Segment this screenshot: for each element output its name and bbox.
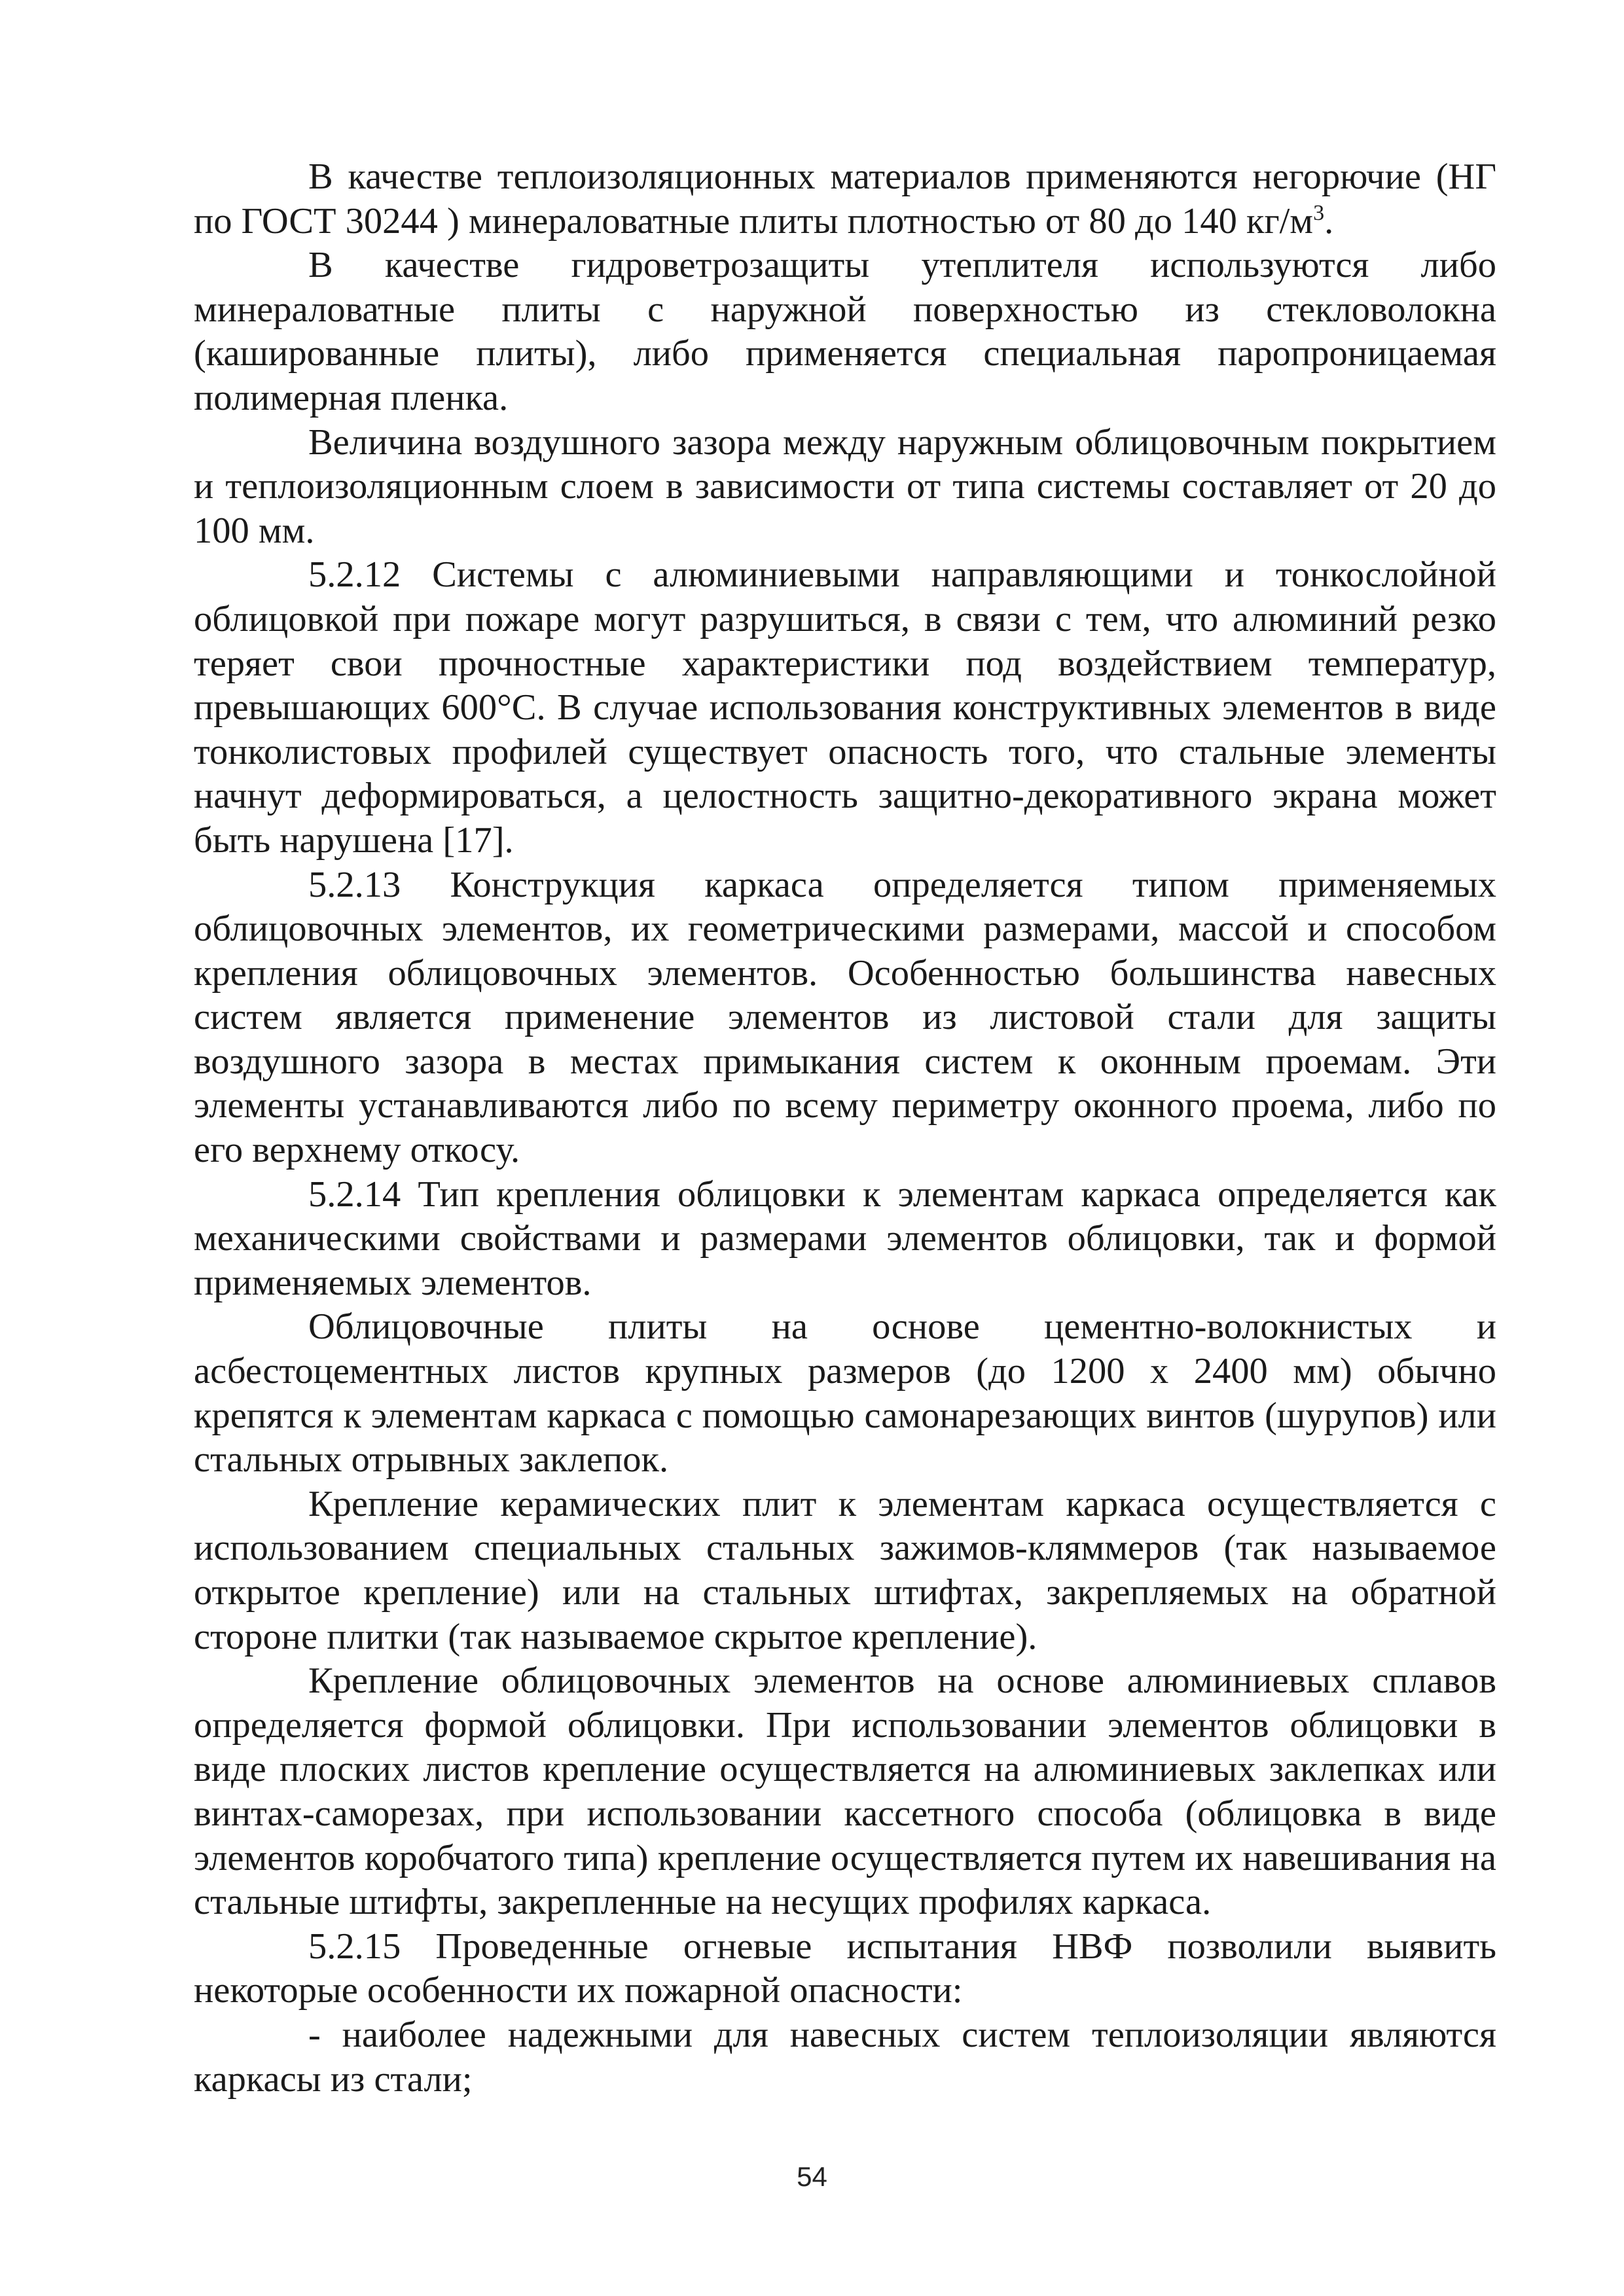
- paragraph-5-2-13: 5.2.13 Конструкция каркаса определяется типом применяемых облицовочных элементов, их геометрическими размерами, массой и способом крепления облицовочных элементов. Особенностью большинства навесных систем является применение элементов из листовой стали для защиты воздушного зазора в местах примыкания систем к оконным проемам. Эти элементы устанавливаются либо по всему периметру оконного проема, либо по его верхнему откосу.: [194, 864, 1496, 1171]
- paragraph-5-2-15: 5.2.15 Проведенные огневые испытания НВФ позволили выявить некоторые особенности их пожарной опасности:: [194, 1926, 1496, 2011]
- paragraph-insulation-materials: [194, 155, 1496, 243]
- page-number: 54: [797, 2161, 827, 2192]
- page-body: [194, 155, 1496, 2102]
- paragraph-5-2-14: 5.2.14 Тип крепления облицовки к элементам каркаса определяется как механическими свойствами и размерами элементов облицовки, так и формой применяемых элементов.: [194, 1174, 1496, 1303]
- paragraph-aluminum-cladding: Крепление облицовочных элементов на основе алюминиевых сплавов определяется формой облицовки. При использовании элементов облицовки в виде плоских листов крепление осуществляется на алюминиевых заклепках или винтах-саморезах, при использовании кассетного способа (облицовка в виде элементов коробчатого типа) крепление осуществляется путем их навешивания на стальные штифты, закрепленные на несущих профилях каркаса.: [194, 1660, 1496, 1923]
- paragraph-wind-protection: В качестве гидроветрозащиты утеплителя используются либо минераловатные плиты с наружной поверхностью из стекловолокна (кашированные плиты), либо применяется специальная паропроницаемая полимерная пленка.: [194, 245, 1496, 418]
- list-item-steel-frames: - наиболее надежными для навесных систем теплоизоляции являются каркасы из стали;: [194, 2014, 1496, 2100]
- paragraph-cement-fiber-panels: Облицовочные плиты на основе цементно-волокнистых и асбестоцементных листов крупных размеров (до 1200 х 2400 мм) обычно крепятся к элементам каркаса с помощью самонарезающих винтов (шурупов) или стальных отрывных заклепок.: [194, 1306, 1496, 1480]
- paragraph-5-2-12: 5.2.12 Системы с алюминиевыми направляющими и тонкослойной облицовкой при пожаре могут разрушиться, в связи с тем, что алюминий резко теряет свои прочностные характеристики под воздействием температур, превышающих 600°С. В случае использования конструктивных элементов в виде тонколистовых профилей существует опасность того, что стальные элементы начнут деформироваться, а целостность защитно-декоративного экрана может быть нарушена [17].: [194, 554, 1496, 861]
- superscript-cubed: 3: [1313, 200, 1325, 225]
- paragraph-text: В качестве теплоизоляционных материалов применяются негорючие (НГ по ГОСТ 30244 ) минераловатные плиты плотностью от 80 до 140 кг/м: [194, 156, 1496, 242]
- paragraph-air-gap: Величина воздушного зазора между наружным облицовочным покрытием и теплоизоляционным слоем в зависимости от типа системы составляет от 20 до 100 мм.: [194, 422, 1496, 551]
- paragraph-ceramic-tiles: Крепление керамических плит к элементам каркаса осуществляется с использованием специальных стальных зажимов-кляммеров (так называемое открытое крепление) или на стальных штифтах, закрепляемых на обратной стороне плитки (так называемое скрытое крепление).: [194, 1483, 1496, 1657]
- paragraph-tail: .: [1324, 200, 1334, 242]
